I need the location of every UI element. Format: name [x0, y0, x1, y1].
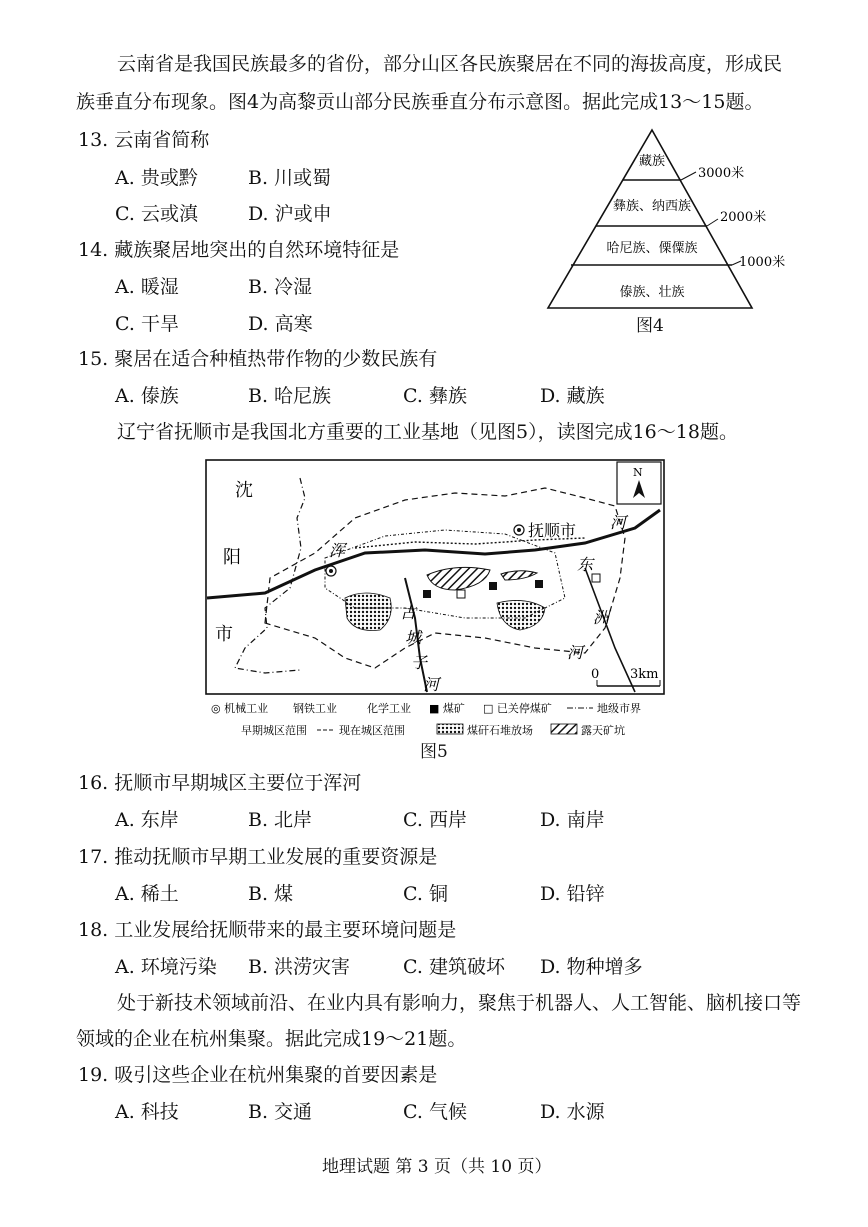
svg-text:阳: 阳	[223, 547, 241, 568]
q19-option-a: A. 科技	[115, 1101, 179, 1123]
elevation-1000: 1000米	[739, 255, 786, 270]
tier-label-1: 藏族	[638, 154, 666, 169]
intro-2: 辽宁省抚顺市是我国北方重要的工业基地（见图5），读图完成16～18题。	[117, 421, 738, 443]
svg-text:浑: 浑	[329, 541, 346, 560]
svg-text:0: 0	[591, 667, 600, 682]
question-16-stem: 16. 抚顺市早期城区主要位于浑河	[78, 772, 362, 794]
tier-label-4: 傣族、壮族	[619, 285, 685, 300]
q16-option-c: C. 西岸	[403, 809, 467, 831]
q13-option-b: B. 川或蜀	[248, 167, 332, 189]
svg-text:化学工业: 化学工业	[367, 702, 411, 715]
question-14-stem: 14. 藏族聚居地突出的自然环境特征是	[78, 239, 400, 261]
question-13-stem: 13. 云南省简称	[78, 129, 210, 151]
q13-option-a: A. 贵或黔	[115, 167, 198, 189]
intro-3-line-2: 领域的企业在杭州集聚。据此完成19～21题。	[76, 1028, 467, 1050]
q15-option-d: D. 藏族	[540, 385, 605, 407]
question-17-stem: 17. 推动抚顺市早期工业发展的重要资源是	[78, 846, 438, 868]
elevation-2000: 2000米	[720, 210, 767, 225]
svg-text:子: 子	[411, 653, 428, 672]
q19-option-b: B. 交通	[248, 1101, 313, 1123]
svg-text:煤矸石堆放场: 煤矸石堆放场	[467, 724, 533, 737]
q15-option-a: A. 傣族	[115, 385, 179, 407]
svg-text:现在城区范围: 现在城区范围	[339, 724, 405, 737]
q14-option-d: D. 高寒	[248, 313, 313, 335]
q16-option-b: B. 北岸	[248, 809, 313, 831]
q18-option-b: B. 洪涝灾害	[248, 956, 351, 978]
svg-text:钢铁工业: 钢铁工业	[293, 702, 337, 715]
question-18-stem: 18. 工业发展给抚顺带来的最主要环境问题是	[78, 919, 457, 941]
q15-option-b: B. 哈尼族	[248, 385, 332, 407]
q19-option-c: C. 气候	[403, 1101, 467, 1123]
q18-option-d: D. 物种增多	[540, 956, 643, 978]
tier-label-3: 哈尼族、傈僳族	[606, 241, 698, 256]
svg-text:露天矿坑: 露天矿坑	[581, 724, 625, 737]
svg-text:N: N	[633, 466, 643, 479]
figure-4-pyramid	[540, 122, 810, 342]
question-19-stem: 19. 吸引这些企业在杭州集聚的首要因素是	[78, 1064, 438, 1086]
q18-option-a: A. 环境污染	[115, 956, 217, 978]
q14-option-a: A. 暖湿	[115, 276, 179, 298]
tier-label-2: 彝族、纳西族	[612, 199, 692, 214]
elevation-3000: 3000米	[698, 166, 745, 181]
figure-4-caption: 图4	[636, 316, 664, 336]
intro-line-1: 云南省是我国民族最多的省份，部分山区各民族聚居在不同的海拔高度，形成民	[117, 53, 783, 75]
svg-text:地级市界: 地级市界	[597, 702, 641, 715]
q17-option-d: D. 铅锌	[540, 883, 605, 905]
svg-text:河: 河	[423, 675, 440, 694]
figure-5-map	[205, 458, 667, 742]
svg-text:河: 河	[567, 643, 584, 662]
q16-option-a: A. 东岸	[115, 809, 179, 831]
intro-line-2: 族垂直分布现象。图4为高黎贡山部分民族垂直分布示意图。据此完成13～15题。	[76, 91, 764, 113]
q14-option-b: B. 冷湿	[248, 276, 313, 298]
q19-option-d: D. 水源	[540, 1101, 605, 1123]
intro-3-line-1: 处于新技术领域前沿、在业内具有影响力，聚焦于机器人、人工智能、脑机接口等	[117, 992, 802, 1014]
svg-text:城: 城	[405, 628, 422, 647]
svg-text:◎ 机械工业: ◎ 机械工业	[211, 702, 269, 715]
svg-text:河: 河	[610, 513, 627, 532]
q14-option-c: C. 干旱	[115, 313, 179, 335]
q13-option-d: D. 沪或申	[248, 203, 332, 225]
q17-option-c: C. 铜	[403, 883, 448, 905]
q15-option-c: C. 彝族	[403, 385, 467, 407]
q18-option-c: C. 建筑破坏	[403, 956, 505, 978]
svg-text:□ 已关停煤矿: □ 已关停煤矿	[483, 702, 552, 715]
svg-text:市: 市	[215, 624, 233, 645]
svg-text:抚顺市: 抚顺市	[528, 521, 577, 540]
q17-option-b: B. 煤	[248, 883, 294, 905]
svg-text:3km: 3km	[630, 667, 659, 682]
page-footer: 地理试题 第 3 页（共 10 页）	[322, 1157, 552, 1177]
figure-5-caption: 图5	[420, 742, 448, 762]
q17-option-a: A. 稀土	[115, 883, 179, 905]
q13-option-c: C. 云或滇	[115, 203, 198, 225]
svg-text:早期城区范围: 早期城区范围	[241, 724, 307, 737]
svg-text:古: 古	[400, 603, 417, 622]
svg-text:洲: 洲	[593, 608, 610, 627]
svg-text:沈: 沈	[235, 480, 253, 501]
q16-option-d: D. 南岸	[540, 809, 605, 831]
svg-text:■ 煤矿: ■ 煤矿	[429, 702, 465, 715]
svg-text:东: 东	[577, 555, 594, 574]
question-15-stem: 15. 聚居在适合种植热带作物的少数民族有	[78, 348, 438, 370]
